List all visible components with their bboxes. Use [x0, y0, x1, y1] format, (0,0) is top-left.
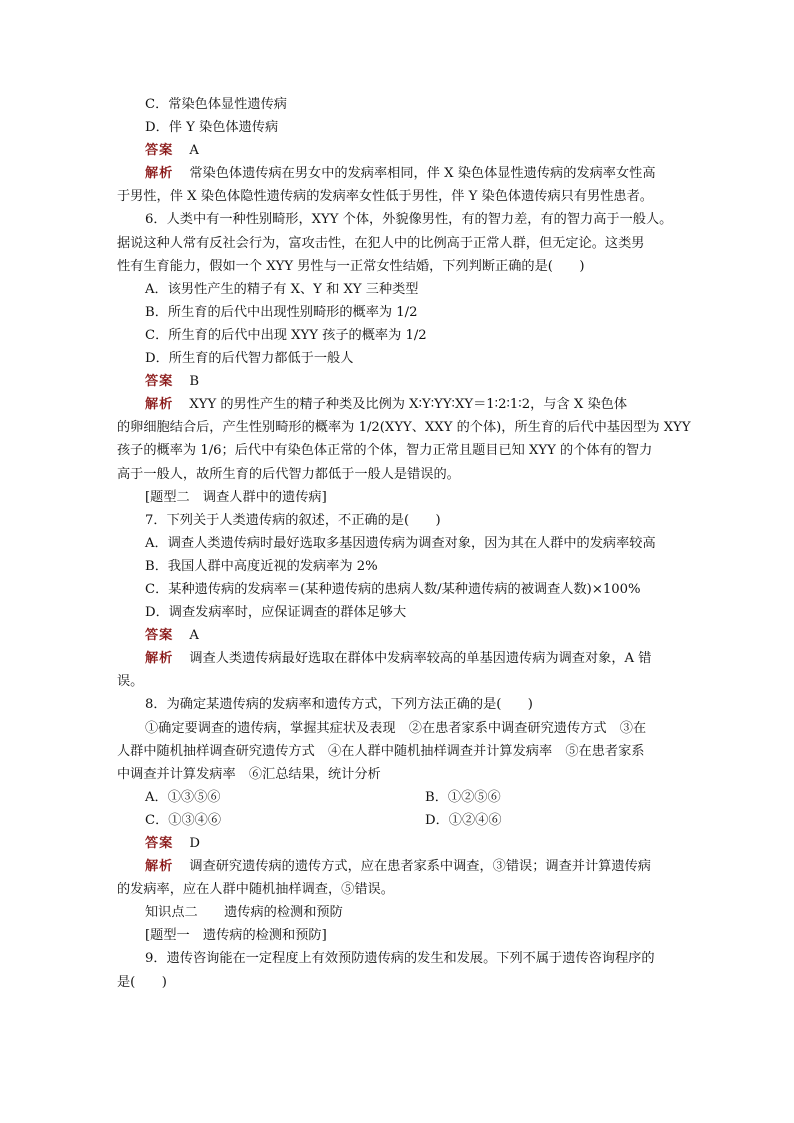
- option-c: C．所生育的后代中出现 XYY 孩子的概率为 1/2: [145, 327, 427, 343]
- analysis-row: [117, 855, 687, 878]
- answer-value: B: [189, 374, 200, 390]
- analysis-row: [117, 647, 687, 670]
- answer-row: [117, 832, 687, 855]
- options-row: [117, 786, 687, 809]
- option-b: B．①②⑤⑥: [425, 789, 501, 805]
- answer-row: [117, 370, 687, 393]
- analysis-row: [117, 162, 687, 185]
- question-8-items: ①确定要调查的遗传病，掌握其症状及表现 ②在患者家系中调查研究遗传方式 ③在: [145, 720, 647, 736]
- option-d: D．①②④⑥: [425, 812, 502, 828]
- analysis-text: XYY 的男性产生的精子种类及比例为 X∶Y∶YY∶XY＝1∶2∶1∶2，与含 X 染色体: [189, 397, 628, 413]
- section-heading: [题型一 遗传病的检测和预防]: [145, 928, 327, 944]
- analysis-text: 调查研究遗传病的遗传方式，应在患者家系中调查，③错误；调查并计算遗传病: [189, 859, 651, 875]
- option-d: D．调查发病率时，应保证调查的群体足够大: [145, 605, 407, 621]
- question-7: 7．下列关于人类遗传病的叙述，不正确的是( ): [145, 512, 441, 528]
- option-c: C．某种遗传病的发病率＝(某种遗传病的患病人数/某种遗传病的被调查人数)×100%: [145, 581, 641, 597]
- question-8-items: 中调查并计算发病率 ⑥汇总结果，统计分析: [117, 766, 381, 782]
- option-c: C．常染色体显性遗传病: [145, 97, 287, 112]
- question-8: 8．为确定某遗传病的发病率和遗传方式，下列方法正确的是( ): [145, 697, 533, 713]
- answer-row: [117, 624, 687, 647]
- option-c: C．①③④⑥: [145, 812, 222, 828]
- answer-label: 答案: [145, 836, 174, 851]
- answer-label: 答案: [145, 628, 174, 644]
- option-b: B．我国人群中高度近视的发病率为 2%: [145, 558, 378, 574]
- question-9-text: 是( ): [117, 974, 167, 990]
- analysis-text: 误。: [117, 674, 144, 690]
- option-a: A．调查人类遗传病时最好选取多基因遗传病为调查对象，因为其在人群中的发病率较高: [145, 535, 656, 551]
- question-8-items: 人群中随机抽样调查研究遗传方式 ④在人群中随机抽样调查并计算发病率 ⑤在患者家系: [117, 743, 645, 759]
- analysis-text: 孩子的概率为 1/6；后代中有染色体正常的个体，智力正常且题目已知 XYY 的个体有的智力: [117, 443, 653, 459]
- analysis-text: 高于一般人，故所生育的后代智力都低于一般人是错误的。: [117, 466, 460, 482]
- answer-value: A: [189, 628, 199, 644]
- option-a: A．①③⑤⑥: [145, 789, 221, 805]
- question-6-text: 据说这种人常有反社会行为，富攻击性，在犯人中的比例高于正常人群，但无定论。这类男: [117, 235, 645, 251]
- document-body: [117, 93, 691, 994]
- section-heading: [题型二 调查人群中的遗传病]: [145, 489, 327, 505]
- option-d: D．伴 Y 染色体遗传病: [145, 120, 279, 136]
- analysis-text: 的卵细胞结合后，产生性别畸形的概率为 1/2(XYY、XXY 的个体)，所生育的后代中基因型为 XYY: [117, 420, 691, 436]
- question-6-text: 性有生育能力，假如一个 XYY 男性与一正常女性结婚，下列判断正确的是( ): [117, 258, 585, 274]
- analysis-text: 常染色体遗传病在男女中的发病率相同，伴 X 染色体显性遗传病的发病率女性高: [189, 166, 656, 182]
- answer-row: [117, 139, 687, 162]
- analysis-label: 解析: [145, 397, 174, 413]
- option-b: B．所生育的后代中出现性别畸形的概率为 1/2: [145, 304, 418, 320]
- option-a: A．该男性产生的精子有 X、Y 和 XY 三种类型: [145, 281, 419, 297]
- question-6: 6．人类中有一种性别畸形，XYY 个体，外貌像男性，有的智力差，有的智力高于一般人。: [145, 212, 673, 228]
- answer-label: 答案: [145, 374, 174, 390]
- analysis-text: 调查人类遗传病最好选取在群体中发病率较高的单基因遗传病为调查对象，A 错: [189, 651, 652, 667]
- analysis-label: 解析: [145, 859, 174, 875]
- question-9: 9．遗传咨询能在一定程度上有效预防遗传病的发生和发展。下列不属于遗传咨询程序的: [145, 951, 655, 967]
- analysis-text: 的发病率，应在人群中随机抽样调查，⑤错误。: [117, 882, 394, 898]
- answer-value: D: [189, 836, 200, 851]
- answer-label: 答案: [145, 143, 174, 159]
- options-row: [117, 809, 687, 832]
- analysis-label: 解析: [145, 651, 174, 667]
- analysis-text: 于男性，伴 X 染色体隐性遗传病的发病率女性低于男性，伴 Y 染色体遗传病只有男性患者。: [117, 189, 653, 205]
- knowledge-point-heading: 知识点二 遗传病的检测和预防: [145, 905, 343, 921]
- answer-value: A: [189, 143, 199, 159]
- option-d: D．所生育的后代智力都低于一般人: [145, 351, 354, 367]
- analysis-label: 解析: [145, 166, 174, 182]
- analysis-row: [117, 393, 687, 416]
